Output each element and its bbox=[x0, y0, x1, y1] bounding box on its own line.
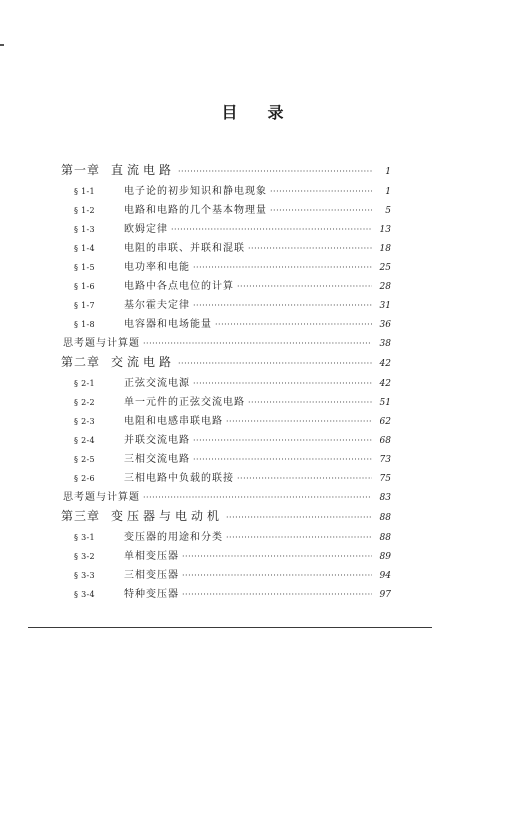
page-number: 68 bbox=[379, 436, 391, 446]
entry-title: 交流电路 bbox=[111, 355, 176, 369]
section-number: § 3-2 bbox=[74, 552, 95, 561]
dot-leader bbox=[193, 263, 372, 272]
dot-leader bbox=[143, 493, 372, 502]
toc-section-entry bbox=[61, 450, 391, 469]
entry-title: 三相电路中负载的联接 bbox=[124, 473, 234, 484]
section-number: § 2-3 bbox=[74, 417, 95, 426]
page-number: 1 bbox=[385, 167, 391, 177]
toc-section-entry bbox=[61, 201, 391, 220]
entry-title: 变压器与电动机 bbox=[111, 509, 224, 523]
dot-leader bbox=[270, 187, 372, 196]
toc-exercises-entry bbox=[61, 488, 391, 507]
section-number: § 2-4 bbox=[74, 436, 95, 445]
dot-leader bbox=[237, 282, 372, 291]
dot-leader bbox=[226, 513, 372, 522]
toc-section-entry bbox=[61, 547, 391, 566]
title-char-1: 目 bbox=[221, 103, 238, 122]
section-number: § 1-3 bbox=[74, 225, 95, 234]
page-number: 97 bbox=[379, 590, 391, 600]
section-number: § 3-4 bbox=[74, 590, 95, 599]
toc-section-entry bbox=[61, 277, 391, 296]
dot-leader bbox=[193, 455, 372, 464]
toc-section-entry bbox=[61, 374, 391, 393]
page-number: 25 bbox=[379, 263, 391, 273]
dot-leader bbox=[226, 417, 372, 426]
dot-leader bbox=[215, 320, 372, 329]
chapter-number: 第三章 bbox=[61, 509, 101, 523]
page-number: 88 bbox=[379, 533, 391, 543]
toc-section-entry bbox=[61, 239, 391, 258]
entry-title: 电阻的串联、并联和混联 bbox=[124, 243, 245, 254]
page-number: 73 bbox=[379, 455, 391, 465]
section-number: § 1-5 bbox=[74, 263, 95, 272]
page-number: 31 bbox=[379, 301, 391, 311]
page-number: 18 bbox=[379, 244, 391, 254]
scan-edge-mark bbox=[0, 44, 4, 46]
toc-section-entry bbox=[61, 182, 391, 201]
section-number: § 3-3 bbox=[74, 571, 95, 580]
page-number: 1 bbox=[385, 187, 391, 197]
entry-title: 基尔霍夫定律 bbox=[124, 300, 190, 311]
dot-leader bbox=[178, 167, 372, 176]
entry-title: 电路和电路的几个基本物理量 bbox=[124, 205, 267, 216]
page-number: 83 bbox=[379, 493, 391, 503]
table-of-contents bbox=[61, 161, 391, 604]
dot-leader bbox=[193, 301, 372, 310]
toc-chapter-entry bbox=[61, 161, 391, 182]
page-number: 89 bbox=[379, 552, 391, 562]
title-char-2: 录 bbox=[267, 103, 284, 122]
page-number: 36 bbox=[379, 320, 391, 330]
page-title bbox=[0, 100, 505, 123]
entry-title: 正弦交流电源 bbox=[124, 378, 190, 389]
toc-section-entry bbox=[61, 412, 391, 431]
entry-title: 变压器的用途和分类 bbox=[124, 532, 223, 543]
page-number: 62 bbox=[379, 417, 391, 427]
entry-title: 电子论的初步知识和静电现象 bbox=[124, 186, 267, 197]
dot-leader bbox=[193, 436, 372, 445]
toc-section-entry bbox=[61, 585, 391, 604]
section-number: § 2-6 bbox=[74, 474, 95, 483]
dot-leader bbox=[182, 571, 372, 580]
dot-leader bbox=[182, 590, 372, 599]
section-number: § 2-2 bbox=[74, 398, 95, 407]
page-number: 5 bbox=[385, 206, 391, 216]
entry-title: 电路中各点电位的计算 bbox=[124, 281, 234, 292]
entry-title: 单相变压器 bbox=[124, 551, 179, 562]
page-number: 13 bbox=[379, 225, 391, 235]
toc-section-entry bbox=[61, 566, 391, 585]
section-number: § 3-1 bbox=[74, 533, 95, 542]
page-number: 94 bbox=[379, 571, 391, 581]
section-number: § 2-5 bbox=[74, 455, 95, 464]
dot-leader bbox=[171, 225, 372, 234]
page-number: 75 bbox=[379, 474, 391, 484]
toc-section-entry bbox=[61, 393, 391, 412]
entry-title: 特种变压器 bbox=[124, 589, 179, 600]
page-number: 51 bbox=[379, 398, 391, 408]
dot-leader bbox=[248, 398, 372, 407]
toc-section-entry bbox=[61, 431, 391, 450]
page-number: 88 bbox=[379, 513, 391, 523]
entry-title: 电阻和电感串联电路 bbox=[124, 416, 223, 427]
section-number: § 1-2 bbox=[74, 206, 95, 215]
chapter-number: 第一章 bbox=[61, 163, 101, 177]
page-number: 42 bbox=[379, 379, 391, 389]
dot-leader bbox=[182, 552, 372, 561]
entry-title: 三相变压器 bbox=[124, 570, 179, 581]
entry-title: 并联交流电路 bbox=[124, 435, 190, 446]
entry-title: 单一元件的正弦交流电路 bbox=[124, 397, 245, 408]
toc-section-entry bbox=[61, 528, 391, 547]
dot-leader bbox=[143, 339, 372, 348]
footer-rule bbox=[28, 627, 432, 628]
entry-title: 思考题与计算题 bbox=[63, 492, 140, 503]
entry-title: 思考题与计算题 bbox=[63, 338, 140, 349]
entry-title: 电容器和电场能量 bbox=[124, 319, 212, 330]
page-number: 42 bbox=[379, 359, 391, 369]
chapter-number: 第二章 bbox=[61, 355, 101, 369]
dot-leader bbox=[270, 206, 372, 215]
toc-chapter-entry bbox=[61, 353, 391, 374]
entry-title: 直流电路 bbox=[111, 163, 176, 177]
dot-leader bbox=[226, 533, 372, 542]
section-number: § 2-1 bbox=[74, 379, 95, 388]
toc-section-entry bbox=[61, 220, 391, 239]
dot-leader bbox=[248, 244, 372, 253]
page-number: 38 bbox=[379, 339, 391, 349]
toc-section-entry bbox=[61, 469, 391, 488]
section-number: § 1-6 bbox=[74, 282, 95, 291]
section-number: § 1-7 bbox=[74, 301, 95, 310]
toc-section-entry bbox=[61, 315, 391, 334]
section-number: § 1-1 bbox=[74, 187, 95, 196]
toc-section-entry bbox=[61, 296, 391, 315]
page-number: 28 bbox=[379, 282, 391, 292]
section-number: § 1-4 bbox=[74, 244, 95, 253]
dot-leader bbox=[237, 474, 372, 483]
toc-section-entry bbox=[61, 258, 391, 277]
toc-chapter-entry bbox=[61, 507, 391, 528]
entry-title: 电功率和电能 bbox=[124, 262, 190, 273]
dot-leader bbox=[178, 359, 372, 368]
entry-title: 三相交流电路 bbox=[124, 454, 190, 465]
entry-title: 欧姆定律 bbox=[124, 224, 168, 235]
toc-exercises-entry bbox=[61, 334, 391, 353]
dot-leader bbox=[193, 379, 372, 388]
section-number: § 1-8 bbox=[74, 320, 95, 329]
